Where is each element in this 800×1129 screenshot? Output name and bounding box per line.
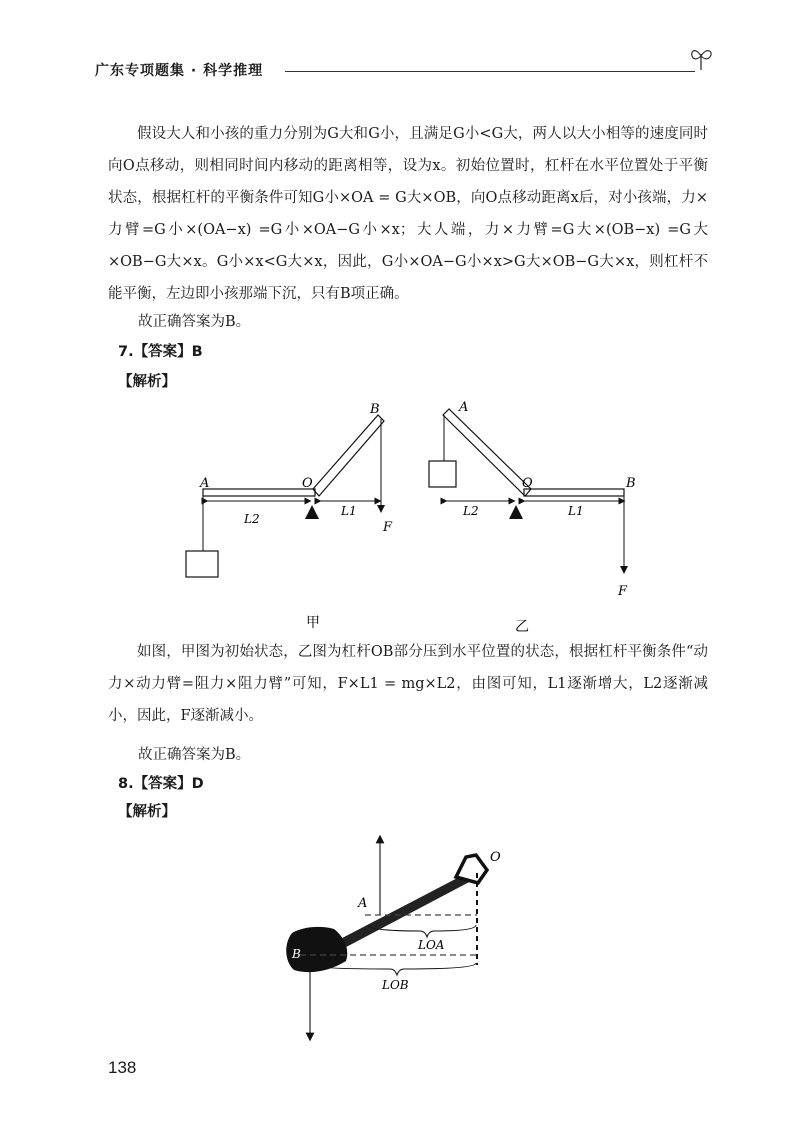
shovel-grip	[456, 855, 487, 883]
label-o-shovel: O	[490, 850, 501, 865]
q8-analysis-label: 【解析】	[118, 804, 176, 820]
page-number: 138	[108, 1058, 137, 1077]
weight-right	[429, 461, 456, 487]
weight-left	[186, 551, 218, 577]
label-f-left: F	[383, 520, 393, 535]
figure-left	[186, 402, 393, 631]
label-l1-left: L1	[341, 504, 357, 518]
label-a-right: A	[459, 400, 469, 415]
q6-analysis-paragraph	[108, 118, 708, 310]
q7-answer: 7.【答案】B	[118, 344, 203, 360]
label-a-shovel: A	[358, 896, 368, 911]
q7-conclusion: 故正确答案为B。	[138, 747, 251, 763]
label-lob: LOB	[382, 978, 409, 992]
q8-shovel-figure	[0, 825, 800, 1045]
caption-right: 乙	[515, 619, 529, 635]
caption-left: 甲	[306, 615, 320, 631]
label-b-shovel: B	[292, 947, 301, 961]
q6-analysis-text: 假设大人和小孩的重力分别为G大和G小，且满足G小<G大，两人以大小相等的速度同时向O点移动，则相同时间内移动的距离相等，设为x。初始位置时，杠杆在水平位置处于平衡状态，根据杠杆的平衡条件可知G小×OA = G大×OB，向O点移动距离x后，对小孩端，力×力臂=G小×(OA−x) =G小×OA−G小×x；大人端，力×力臂=G大×(OB−x) =G大×OB−G大×x。G小×x<G大×x，因此，G小×OA−G小×x>G大×OB−G大×x，则杠杆不能平衡，左边即小孩那端下沉，只有B项正确。	[108, 126, 708, 302]
label-o-right: O	[522, 476, 533, 491]
header-rule	[285, 71, 695, 72]
figure-right	[429, 400, 636, 635]
q7-lever-figure	[0, 395, 800, 635]
header-title: 广东专项题集 · 科学推理	[95, 63, 264, 79]
label-loa: LOA	[418, 938, 445, 952]
label-f-right: F	[618, 584, 628, 599]
shovel-handle	[325, 873, 473, 955]
label-a-left: A	[200, 476, 210, 491]
fulcrum-left	[305, 505, 319, 519]
label-l1-right: L1	[568, 504, 584, 518]
page-header	[95, 52, 715, 82]
label-o-left: O	[302, 476, 313, 491]
fulcrum-right	[509, 505, 523, 519]
label-l2-right: L2	[463, 504, 479, 518]
sprout-icon	[687, 44, 717, 72]
label-b-right: B	[626, 476, 636, 491]
q7-analysis-label: 【解析】	[118, 374, 176, 390]
q7-analysis-paragraph	[108, 636, 708, 732]
q8-answer: 8.【答案】D	[118, 776, 204, 792]
q7-analysis-text: 如图，甲图为初始状态，乙图为杠杆OB部分压到水平位置的状态，根据杠杆平衡条件“动力×动力臂=阻力×阻力臂”可知，F×L1 = mg×L2，由图可知，L1逐渐增大，L2逐渐减小，因此，F逐渐减小。	[108, 644, 708, 724]
label-b-left: B	[370, 402, 380, 417]
label-l2-left: L2	[244, 512, 260, 526]
lever-arm-ob-left	[313, 415, 384, 496]
lever-arm-oa-left	[203, 489, 315, 496]
lever-arm-ob-right	[524, 489, 624, 496]
q6-conclusion: 故正确答案为B。	[138, 314, 251, 330]
